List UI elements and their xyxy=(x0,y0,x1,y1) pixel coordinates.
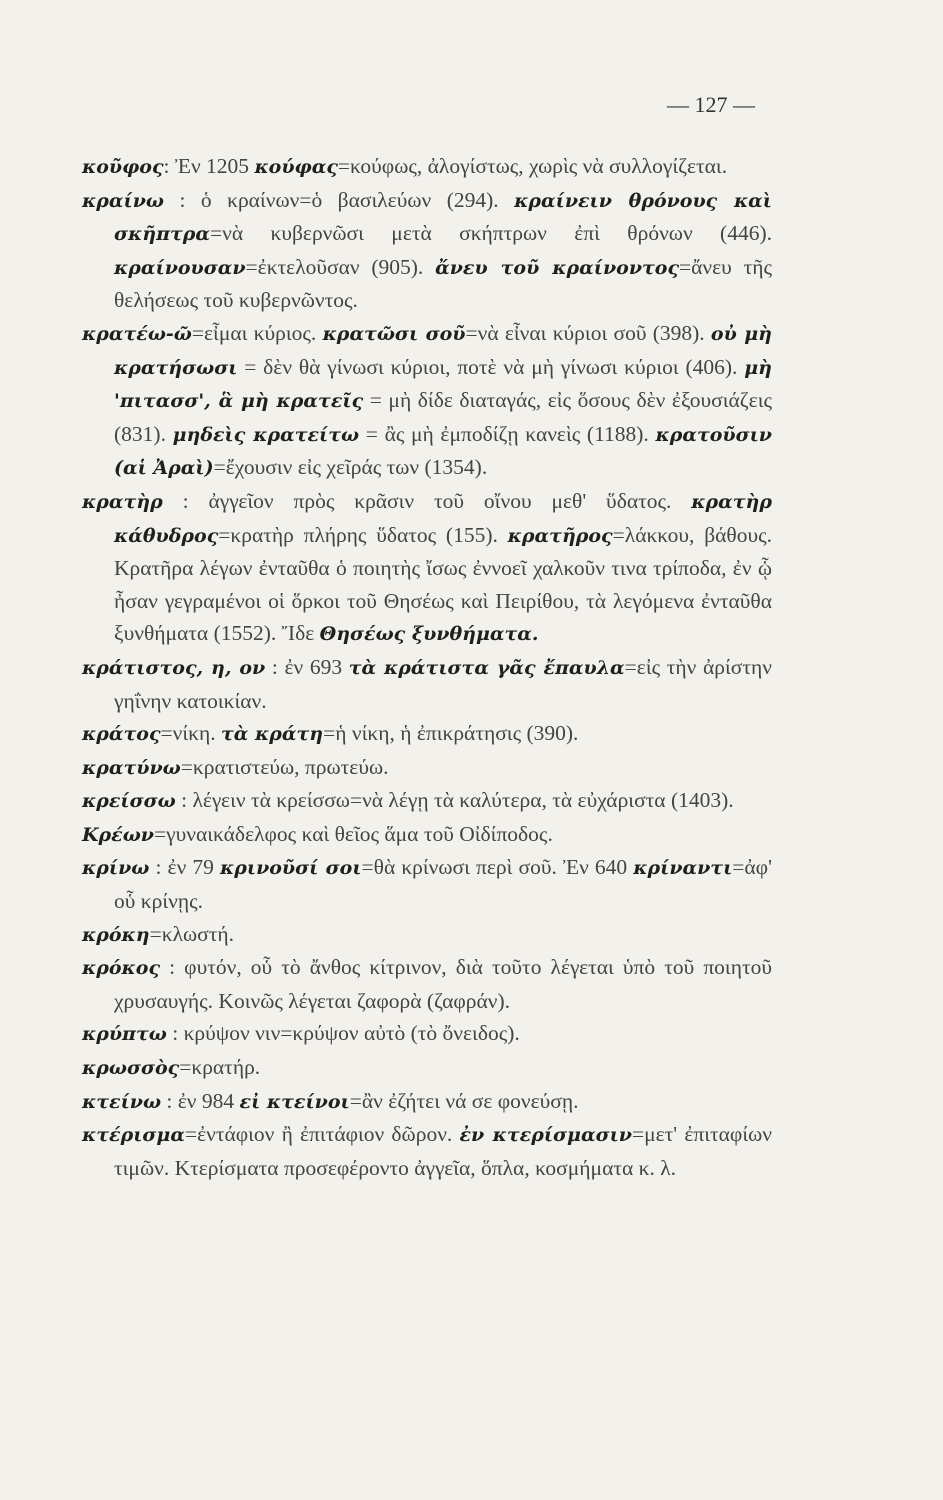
entry-text: : ἐν 693 xyxy=(265,654,349,679)
entry-text: =ἂν ἐζήτει νά σε φονεύσῃ. xyxy=(349,1088,579,1113)
entry-text: = ἂς μὴ ἐμποδίζῃ κανεὶς (1188). xyxy=(359,421,656,446)
cited-phrase: κρίναντι xyxy=(633,857,733,880)
glossary-entry xyxy=(82,951,772,1017)
entry-headword: κρατέω-ῶ xyxy=(82,322,192,345)
page-number: — 127 — xyxy=(667,92,755,117)
entry-headword: κρόκος xyxy=(82,957,161,980)
glossary-entry xyxy=(82,150,772,184)
entry-headword: κράτιστος, η, ον xyxy=(82,656,266,679)
entry-text: =κλωστή. xyxy=(149,921,234,946)
cited-phrase: Θησέως ξυνθήματα. xyxy=(319,623,539,646)
entry-text: =εἰς τὴν ἀρίστην γηΐνην κατοικίαν. xyxy=(114,654,772,713)
entry-headword: κρατὴρ xyxy=(82,490,163,513)
cited-phrase: κρατῶσι σοῦ xyxy=(322,322,466,345)
entry-text: =ἐντάφιον ἢ ἐπιτάφιον δῶρον. xyxy=(184,1122,460,1147)
entry-headword: κρωσσὸς xyxy=(82,1057,180,1080)
glossary-entry xyxy=(82,717,772,751)
entry-text: =κρατήρ. xyxy=(179,1055,261,1080)
entry-text: : Ἐν 1205 xyxy=(163,154,255,178)
entry-text: =νίκη. xyxy=(160,721,221,746)
entry-text: =ἔχουσιν εἰς χεῖράς των (1354). xyxy=(213,455,488,480)
entry-text: =γυναικάδελφος καὶ θεῖος ἅμα τοῦ Οἰδίποδος. xyxy=(153,821,553,846)
entry-headword: κρύπτω xyxy=(82,1023,167,1046)
cited-phrase: τὰ κράτιστα γᾶς ἔπαυλα xyxy=(348,656,625,679)
cited-phrase: κρινοῦσί σοι xyxy=(220,857,362,880)
cited-phrase: εἰ κτείνοι xyxy=(239,1090,350,1113)
glossary-entry xyxy=(82,317,772,485)
entry-text: =εἶμαι κύριος. xyxy=(191,320,323,345)
entry-text: =ἐκτελοῦσαν (905). xyxy=(245,254,436,279)
glossary-entry xyxy=(82,1118,772,1184)
entry-text: =νὰ εἶναι κύριοι σοῦ (398). xyxy=(465,320,711,345)
cited-phrase: κραίνουσαν xyxy=(114,256,246,279)
glossary-entry xyxy=(82,651,772,717)
entry-text: =θὰ κρίνωσι περὶ σοῦ. Ἐν 640 xyxy=(361,855,634,880)
entry-text: =ἀφ' οὗ κρίνῃς. xyxy=(114,855,772,914)
glossary-entries xyxy=(82,150,772,1184)
glossary-entry xyxy=(82,818,772,852)
cited-phrase: ἐν κτερίσμασιν xyxy=(459,1124,632,1147)
entry-text: : κρύψον νιν=κρύψον αὐτὸ (τὸ ὄνειδος). xyxy=(166,1021,520,1046)
glossary-entry xyxy=(82,784,772,818)
glossary-entry xyxy=(82,1017,772,1051)
entry-headword: κρόκη xyxy=(82,923,150,946)
entry-text: : λέγειν τὰ κρείσσω=νὰ λέγῃ τὰ καλύτερα, τὰ εὐχάριστα (1403). xyxy=(175,788,734,813)
cited-phrase: κούφας xyxy=(254,156,338,178)
cited-phrase: κραίνειν θρόνους καὶ σκῆπτρα xyxy=(114,189,773,246)
entry-headword: Κρέων xyxy=(82,823,154,846)
glossary-entry xyxy=(82,184,772,317)
glossary-entry xyxy=(82,1051,772,1085)
entry-text: : ἐν 984 xyxy=(161,1088,240,1113)
cited-phrase: οὐ μὴ κρατήσωσι xyxy=(114,322,772,379)
entry-text: : ἀγγεῖον πρὸς κρᾶσιν τοῦ οἴνου μεθ' ὕδατος. xyxy=(162,488,692,513)
entry-text: =ἄνευ τῆς θελήσεως τοῦ κυβερνῶντος. xyxy=(114,254,772,313)
cited-phrase: μὴ 'πιτασσ', ἃ μὴ κρατεῖς xyxy=(114,356,772,413)
glossary-entry xyxy=(82,918,772,952)
entry-headword: κράτος xyxy=(82,723,161,746)
entry-text: =ἡ νίκη, ἡ ἐπικράτησις (390). xyxy=(323,721,579,746)
entry-text: : φυτόν, οὗ τὸ ἄνθος κίτρινον, διὰ τοῦτο λέγεται ὑπὸ τοῦ ποιητοῦ χρυσαυγής. Κοινῶς λέγεται ζαφορὰ (ζαφράν). xyxy=(114,955,772,1013)
entry-text: = μὴ δίδε διαταγάς, εἰς ὅσους δὲν ἐξουσιάζεις (831). xyxy=(114,388,772,446)
cited-phrase: κρατὴρ κάθυδρος xyxy=(114,490,772,547)
entry-headword: κτείνω xyxy=(82,1090,162,1113)
entry-headword: κτέρισμα xyxy=(82,1124,185,1147)
cited-phrase: ἄνευ τοῦ κραίνοντος xyxy=(435,256,680,279)
glossary-entry xyxy=(82,1085,772,1119)
glossary-entry xyxy=(82,751,772,785)
cited-phrase: κρατῆρος xyxy=(507,524,613,547)
entry-text: =μετ' ἐπιταφίων τιμῶν. Κτερίσματα προσεφέροντο ἀγγεῖα, ὅπλα, κοσμήματα κ. λ. xyxy=(114,1122,773,1180)
entry-text: = δὲν θὰ γίνωσι κύριοι, ποτὲ νὰ μὴ γίνωσι κύριοι (406). xyxy=(237,354,745,379)
glossary-entry xyxy=(82,851,772,917)
entry-text: =κρατὴρ πλήρης ὕδατος (155). xyxy=(218,522,508,547)
entry-headword: κοῦφος xyxy=(82,156,164,178)
cited-phrase: τὰ κράτη xyxy=(221,723,324,746)
entry-text: : ὁ κραίνων=ὁ βασιλεύων (294). xyxy=(163,187,515,212)
entry-text: =νὰ κυβερνῶσι μετὰ σκήπτρων ἐπὶ θρόνων (446). xyxy=(210,221,772,246)
entry-text: =κρατιστεύω, πρωτεύω. xyxy=(180,754,389,779)
cited-phrase: μηδεὶς κρατείτω xyxy=(172,423,360,446)
entry-headword: κρείσσω xyxy=(82,790,176,813)
cited-phrase: κρατοῦσιν (αἱ Ἀραὶ) xyxy=(114,423,772,480)
glossary-entry xyxy=(82,485,772,651)
entry-headword: κρίνω xyxy=(82,857,150,880)
entry-text: =κούφως, ἀλογίστως, χωρὶς νὰ συλλογίζεται. xyxy=(337,154,728,178)
entry-text: : ἐν 79 xyxy=(149,855,220,880)
entry-headword: κρατύνω xyxy=(82,756,181,779)
entry-text: =λάκκου, βάθους. Κρατῆρα λέγων ἐνταῦθα ὁ ποιητὴς ἴσως ἐννοεῖ χαλκοῦν τινα τρίποδα, ἐν ᾧ ἦσαν γεγραμένοι οἱ ὅρκοι τοῦ Θησέως καὶ Πειρίθου, τὰ λεγόμενα ἐνταῦθα ξυνθήματα (1552). Ἴδε xyxy=(114,522,772,646)
entry-headword: κραίνω xyxy=(82,189,164,212)
